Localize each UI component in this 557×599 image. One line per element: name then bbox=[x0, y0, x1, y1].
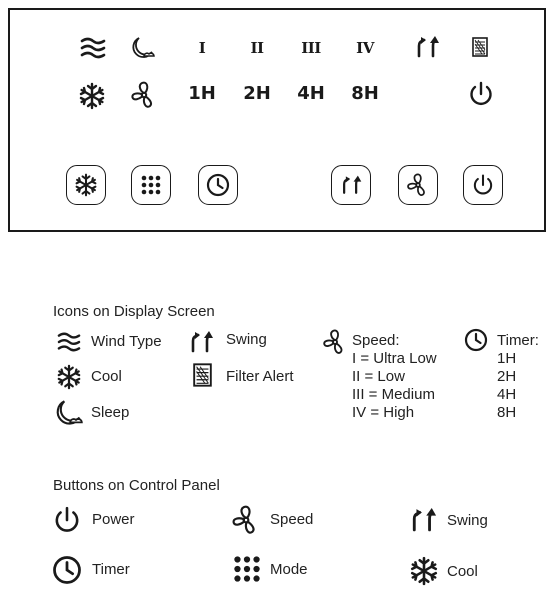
timer-indicator-4h: 4H bbox=[297, 82, 325, 104]
swing-icon bbox=[407, 508, 439, 532]
power-button[interactable] bbox=[463, 165, 503, 205]
legend-speed-button-label: Speed bbox=[270, 511, 314, 528]
sleep-icon bbox=[130, 36, 156, 60]
icons-legend-title: Icons on Display Screen bbox=[53, 303, 215, 320]
legend-timer-button-label: Timer bbox=[92, 561, 130, 578]
fan-icon bbox=[231, 505, 261, 535]
clock-icon bbox=[52, 555, 82, 585]
clock-icon bbox=[464, 328, 488, 352]
timer-button[interactable] bbox=[198, 165, 238, 205]
power-indicator-icon bbox=[467, 80, 495, 108]
fan-icon bbox=[130, 81, 158, 109]
fan-icon bbox=[322, 329, 348, 355]
legend-timer-level-4: 8H bbox=[497, 404, 517, 421]
legend-timer-level-3: 4H bbox=[497, 386, 517, 403]
legend-speed-label: Speed: bbox=[352, 332, 400, 349]
timer-indicator-1h: 1H bbox=[188, 82, 216, 104]
legend-filter-alert-label: Filter Alert bbox=[226, 368, 294, 385]
wind-type-icon bbox=[57, 331, 81, 353]
speed-indicator-2: II bbox=[250, 39, 264, 57]
speed-indicator-1: I bbox=[198, 39, 206, 57]
buttons-legend-title: Buttons on Control Panel bbox=[53, 477, 220, 494]
snowflake-icon bbox=[74, 173, 98, 197]
timer-indicator-2h: 2H bbox=[243, 82, 271, 104]
legend-speed-level-4: IV = High bbox=[352, 404, 415, 421]
swing-icon bbox=[413, 36, 441, 58]
snowflake-icon bbox=[78, 82, 106, 110]
timer-indicator-8h: 8H bbox=[351, 82, 379, 104]
sleep-icon bbox=[53, 399, 85, 427]
legend-swing-button-label: Swing bbox=[447, 512, 488, 529]
legend-timer-level-2: 2H bbox=[497, 368, 517, 385]
snowflake-icon bbox=[56, 364, 82, 390]
legend-timer-label: Timer: bbox=[497, 332, 539, 349]
fan-icon bbox=[406, 173, 430, 197]
legend-cool-button-label: Cool bbox=[447, 563, 478, 580]
swing-button[interactable] bbox=[331, 165, 371, 205]
filter-icon bbox=[193, 362, 212, 388]
swing-icon bbox=[187, 331, 215, 353]
clock-icon bbox=[206, 173, 230, 197]
legend-timer-level-1: 1H bbox=[497, 350, 517, 367]
speed-indicator-3: III bbox=[301, 39, 321, 57]
legend-wind-type-label: Wind Type bbox=[91, 333, 162, 350]
swing-icon bbox=[339, 175, 363, 195]
cool-button[interactable] bbox=[66, 165, 106, 205]
snowflake-icon bbox=[409, 556, 439, 586]
legend-speed-level-3: III = Medium bbox=[352, 386, 435, 403]
speed-button[interactable] bbox=[398, 165, 438, 205]
filter-icon bbox=[472, 37, 488, 57]
speed-indicator-4: IV bbox=[356, 39, 374, 57]
mode-dots-icon bbox=[140, 174, 162, 196]
legend-speed-level-2: II = Low bbox=[352, 368, 405, 385]
legend-power-button-label: Power bbox=[92, 511, 135, 528]
mode-button[interactable] bbox=[131, 165, 171, 205]
legend-swing-label: Swing bbox=[226, 331, 267, 348]
legend-sleep-label: Sleep bbox=[91, 404, 130, 421]
mode-dots-icon bbox=[232, 554, 262, 584]
legend-mode-button-label: Mode bbox=[270, 561, 308, 578]
wind-type-icon bbox=[80, 36, 106, 60]
power-icon bbox=[52, 505, 82, 535]
power-icon bbox=[471, 173, 495, 197]
legend-speed-level-1: I = Ultra Low bbox=[352, 350, 437, 367]
legend-cool-label: Cool bbox=[91, 368, 122, 385]
